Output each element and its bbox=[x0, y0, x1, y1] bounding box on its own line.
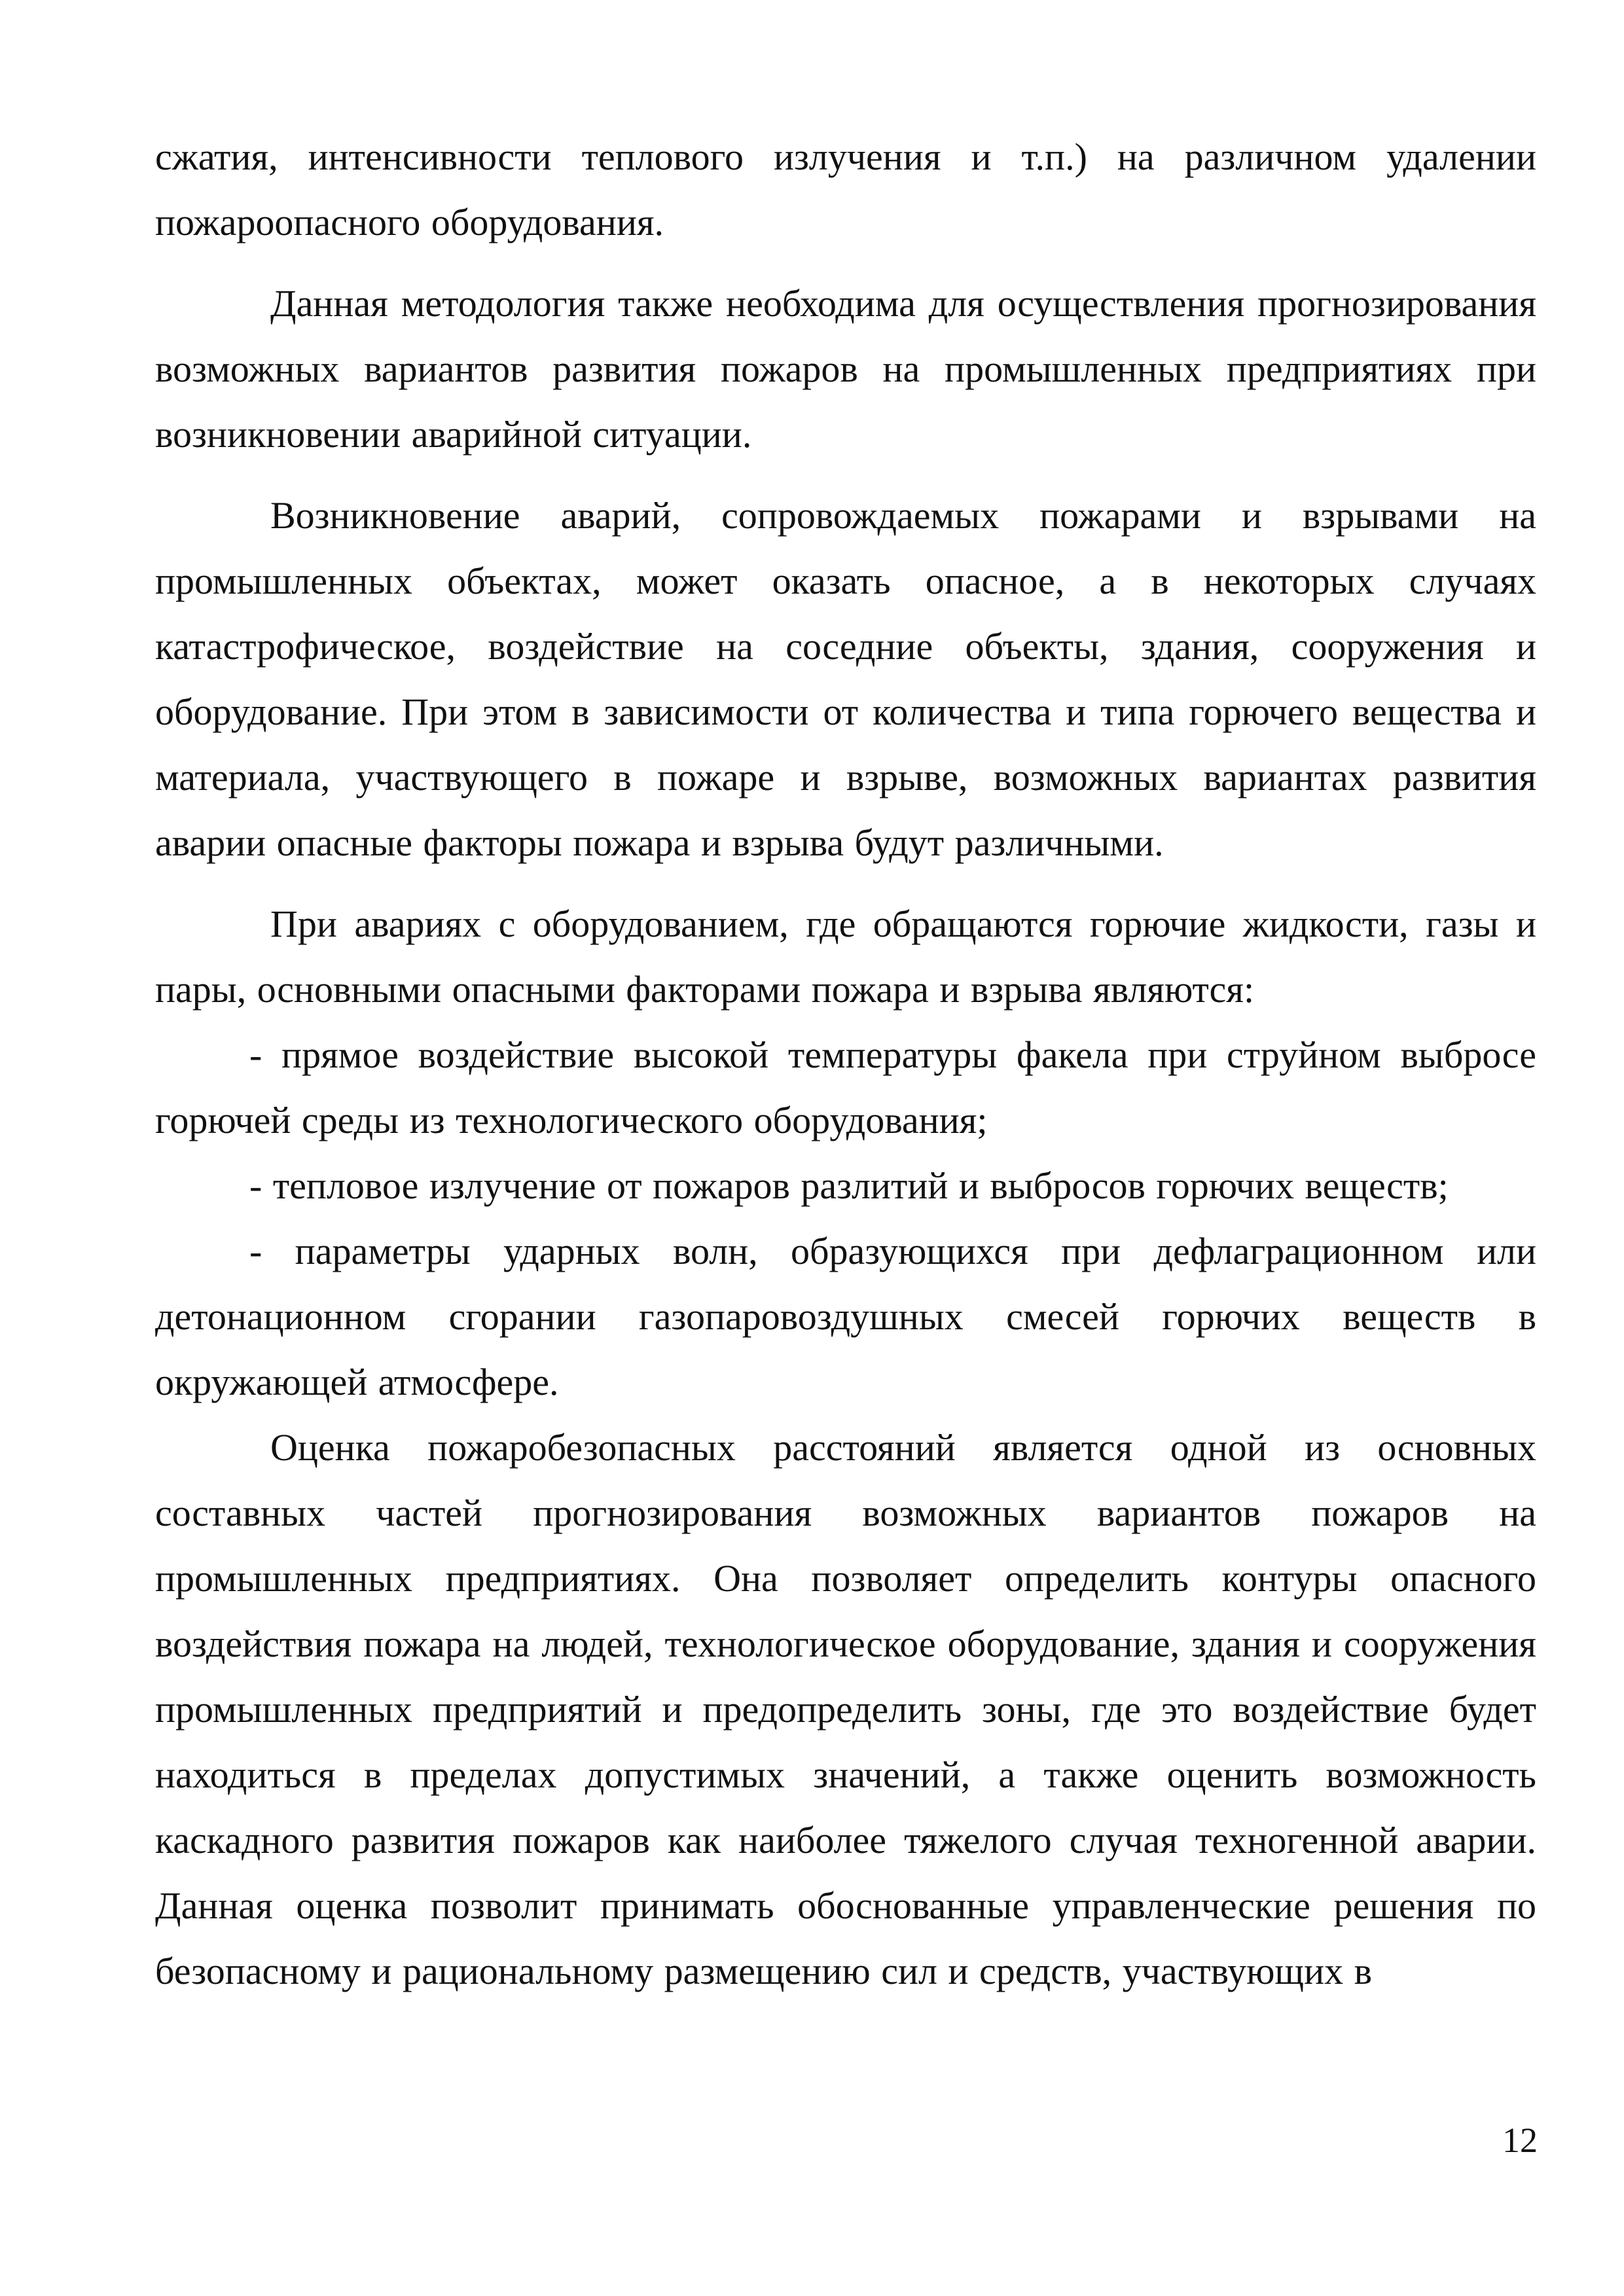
paragraph-continuation: сжатия, интенсивности теплового излучения и т.п.) на различном удалении пожароопасного оборудования. bbox=[155, 135, 1536, 243]
paragraph-methodology: Данная методология также необходима для осуществления прогнозирования возможных вариантов развития пожаров на промышленных предприятиях при возникновении аварийной ситуации. bbox=[155, 282, 1536, 456]
list-item-shock-waves: - параметры ударных волн, образующихся при дефлаграционном или детонационном сгорании газопаровоздушных смесей горючих веществ в окружающей атмосфере. bbox=[155, 1230, 1536, 1403]
page-number: 12 bbox=[1502, 2121, 1538, 2160]
paragraph-hazard-factors-intro: При авариях с оборудованием, где обращаются горючие жидкости, газы и пары, основными опасными факторами пожара и взрыва являются: bbox=[155, 903, 1536, 1011]
list-item-thermal-radiation: - тепловое излучение от пожаров разлитий и выбросов горючих веществ; bbox=[249, 1164, 1449, 1207]
body-text bbox=[155, 124, 1536, 2004]
paragraph-accidents: Возникновение аварий, сопровождаемых пожарами и взрывами на промышленных объектах, может оказать опасное, а в некоторых случаях катастрофическое, воздействие на соседние объекты, здания, сооружения и оборудование. При этом в зависимости от количества и типа горючего вещества и материала, участвующего в пожаре и взрыве, возможных вариантах развития аварии опасные факторы пожара и взрыва будут различными. bbox=[155, 494, 1536, 864]
list-item-flame-temperature: - прямое воздействие высокой температуры факела при струйном выбросе горючей среды из технологического оборудования; bbox=[155, 1033, 1536, 1141]
paragraph-safe-distances: Оценка пожаробезопасных расстояний является одной из основных составных частей прогнозирования возможных вариантов пожаров на промышленных предприятиях. Она позволяет определить контуры опасного воздействия пожара на людей, технологическое оборудование, здания и сооружения промышленных предприятий и предопределить зоны, где это воздействие будет находиться в пределах допустимых значений, а также оценить возможность каскадного развития пожаров как наиболее тяжелого случая техногенной аварии. Данная оценка позволит принимать обоснованные управленческие решения по безопасному и рациональному размещению сил и средств, участвующих в bbox=[155, 1426, 1536, 1992]
